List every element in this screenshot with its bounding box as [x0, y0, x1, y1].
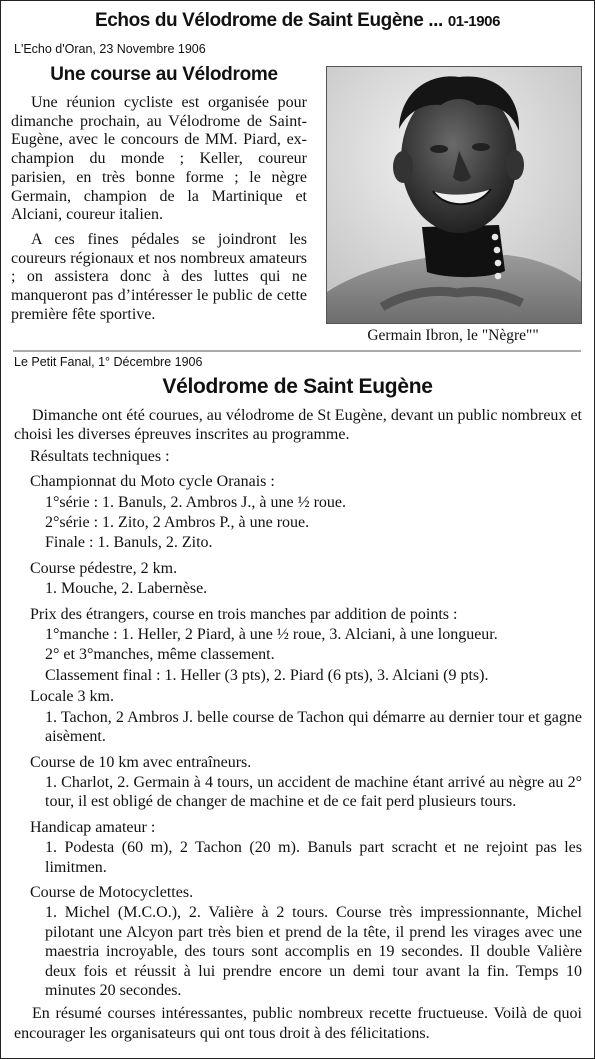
section-divider — [13, 350, 581, 352]
article2-source: Le Petit Fanal, 1° Décembre 1906 — [14, 355, 203, 369]
page-title-code: 01-1906 — [447, 13, 501, 30]
event-title: Championnat du Moto cycle Oranais : — [30, 473, 275, 491]
event-result: 1°série : 1. Banuls, 2. Ambros J., à une ½ roue. — [45, 493, 347, 511]
article1-paragraph: Une réunion cycliste est organisée pour dimanche prochain, au Vélodrome de Saint-Eugène, avec le concours de MM. Piard, ex-champion du monde ; Keller, coureur parisien, en très bonne forme ; le nègre Germain, champion de la Martinique et Alciani, coureur italien. — [11, 94, 307, 224]
portrait-photo — [326, 66, 582, 324]
event-result: 1. Podesta (60 m), 2 Tachon (20 m). Banuls part scracht et ne rejoint pas les limitmen. — [45, 839, 582, 876]
event-result: 1. Michel (M.C.O.), 2. Valière à 2 tours. Course très impressionnante, Michel pilotant une Alcyon part très bien et prend de la tête, il prend les virages avec une maestria incroyable, des tours sont accomplis en 19 secondes. Il double Valière deux fois et réussit à lui prendre encore un demi tour avant la fin. Temps 10 minutes 20 secondes. — [45, 904, 582, 999]
event-result: 1°manche : 1. Heller, 2 Piard, à une ½ roue, 3. Alciani, à une longueur. — [45, 626, 498, 644]
event-title: Prix des étrangers, course en trois manches par addition de points : — [30, 605, 458, 623]
event-result: 1. Charlot, 2. Germain à 4 tours, un accident de machine étant arrivé au nègre au 2° tour, il est obligé de changer de machine et de ce fait perd plusieurs tours. — [45, 773, 582, 811]
event-title: Course pédestre, 2 km. — [30, 559, 178, 577]
event-title: Handicap amateur : — [30, 818, 156, 836]
page-title — [1, 10, 594, 32]
event-title: Locale 3 km. — [30, 688, 114, 706]
results-heading: Résultats techniques : — [30, 447, 170, 465]
page-title-text: Echos du Vélodrome de Saint Eugène ... — [94, 10, 443, 31]
event-result: Classement final : 1. Heller (3 pts), 2. Piard (6 pts), 3. Alciani (9 pts). — [45, 666, 489, 684]
event-result: 2°série : 1. Zito, 2 Ambros P., à une roue. — [45, 514, 310, 532]
event-title: Course de 10 km avec entraîneurs. — [30, 753, 252, 771]
article1-source: L'Echo d'Oran, 23 Novembre 1906 — [14, 42, 206, 56]
article1-body — [11, 94, 307, 330]
photo-caption: Germain Ibron, le "Nègre"" — [367, 327, 539, 344]
event-title: Course de Motocyclettes. — [30, 883, 194, 901]
article2-title: Vélodrome de Saint Eugène — [162, 375, 433, 398]
event-result: Finale : 1. Banuls, 2. Zito. — [45, 534, 213, 552]
article2-intro: Dimanche ont été courues, au vélodrome de St Eugène, devant un public nombreux et choisi les diverses épreuves inscrites au programme. — [14, 407, 582, 444]
event-result: 1. Tachon, 2 Ambros J. belle course de Tachon qui démarre au dernier tour et gagne aisèment. — [45, 708, 582, 746]
event-result: 2° et 3°manches, même classement. — [45, 646, 275, 664]
article1-paragraph: A ces fines pédales se joindront les coureurs régionaux et nos nombreux amateurs ; on assistera donc à des luttes qui ne manqueront pas d’intéresser le public de cette première fête sportive. — [11, 230, 307, 323]
article2-body — [14, 406, 582, 1043]
article2-closing: En résumé courses intéressantes, public nombreux recette fructueuse. Voilà de quoi encourager les organisateurs qui ont tous droit à des félicitations. — [14, 1005, 582, 1042]
article1-title: Une course au Vélodrome — [50, 64, 278, 85]
event-result: 1. Mouche, 2. Labernèse. — [45, 580, 208, 598]
